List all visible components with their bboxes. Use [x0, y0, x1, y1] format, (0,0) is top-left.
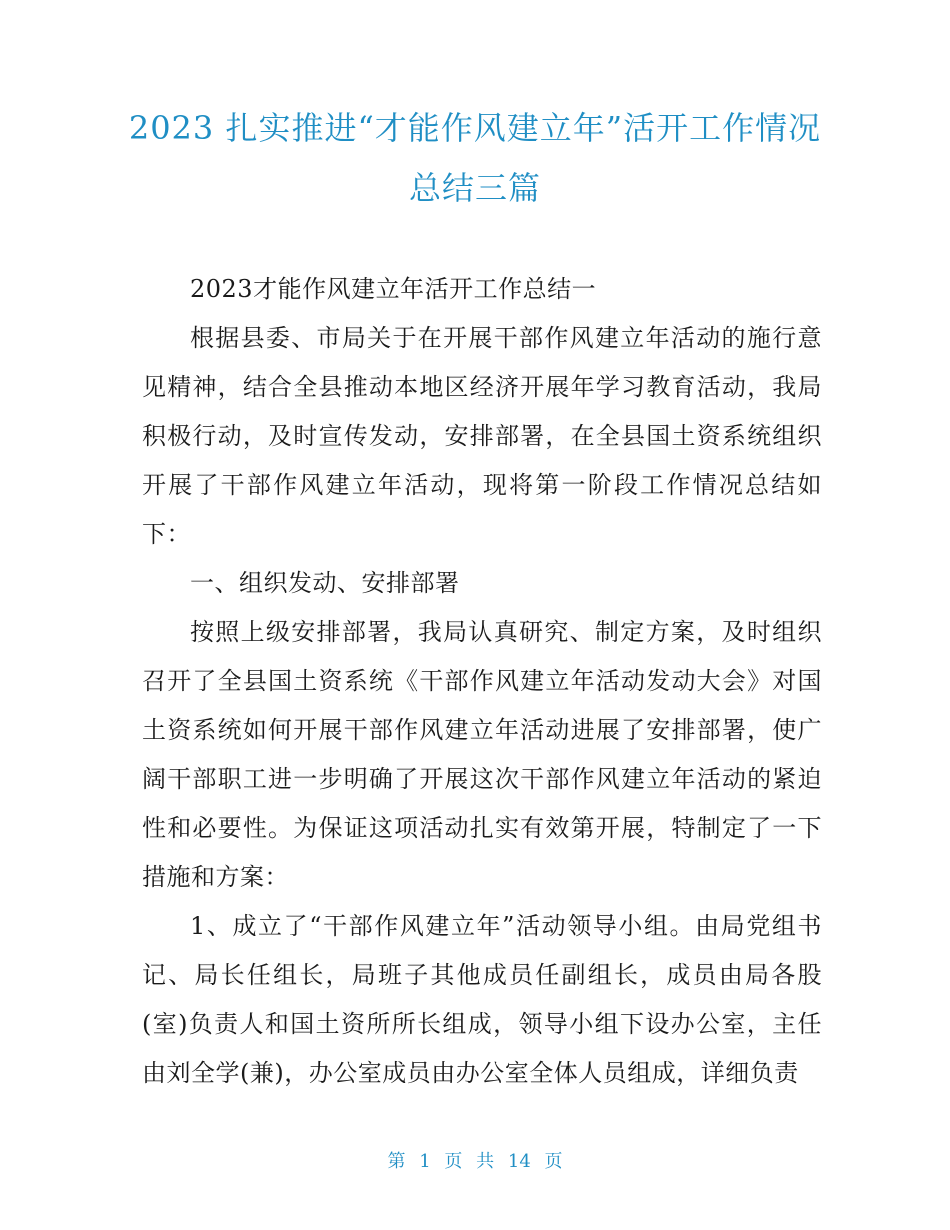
document-title: 2023 扎实推进“才能作风建立年”活开工作情况总结三篇 [128, 109, 822, 207]
footer-word: 共 [476, 1151, 495, 1172]
document-body [142, 265, 822, 1098]
body-paragraph: 1、成立了“干部作风建立年”活动领导小组。由局党组书记、局长任组长，局班子其他成员任副组长，成员由局各股(室)负责人和国土资所所长组成，领导小组下设办公室，主任由刘全学(兼)，办公室成员由办公室全体人员组成，详细负责 [142, 912, 822, 1087]
footer-word: 第 [387, 1151, 406, 1172]
footer-word: 页 [544, 1151, 563, 1172]
current-page-number: 1 [419, 1151, 431, 1172]
body-paragraph: 按照上级安排部署，我局认真研究、制定方案，及时组织召开了全县国土资系统《干部作风建立年活动发动大会》对国土资系统如何开展干部作风建立年活动进展了安排部署，使广阔干部职工进一步明确了开展这次干部作风建立年活动的紧迫性和必要性。为保证这项活动扎实有效第开展，特制定了一下措施和方案： [142, 618, 822, 891]
section-heading: 2023才能作风建立年活开工作总结一 [190, 275, 597, 303]
page-footer [0, 1150, 950, 1174]
body-paragraph: 根据县委、市局关于在开展干部作风建立年活动的施行意见精神，结合全县推动本地区经济开展年学习教育活动，我局积极行动，及时宣传发动，安排部署，在全县国土资系统组织开展了干部作风建立年活动，现将第一阶段工作情况总结如下： [142, 324, 822, 548]
subsection-heading: 一、组织发动、安排部署 [190, 569, 460, 597]
total-pages-number: 14 [507, 1151, 531, 1172]
footer-word: 页 [444, 1151, 463, 1172]
